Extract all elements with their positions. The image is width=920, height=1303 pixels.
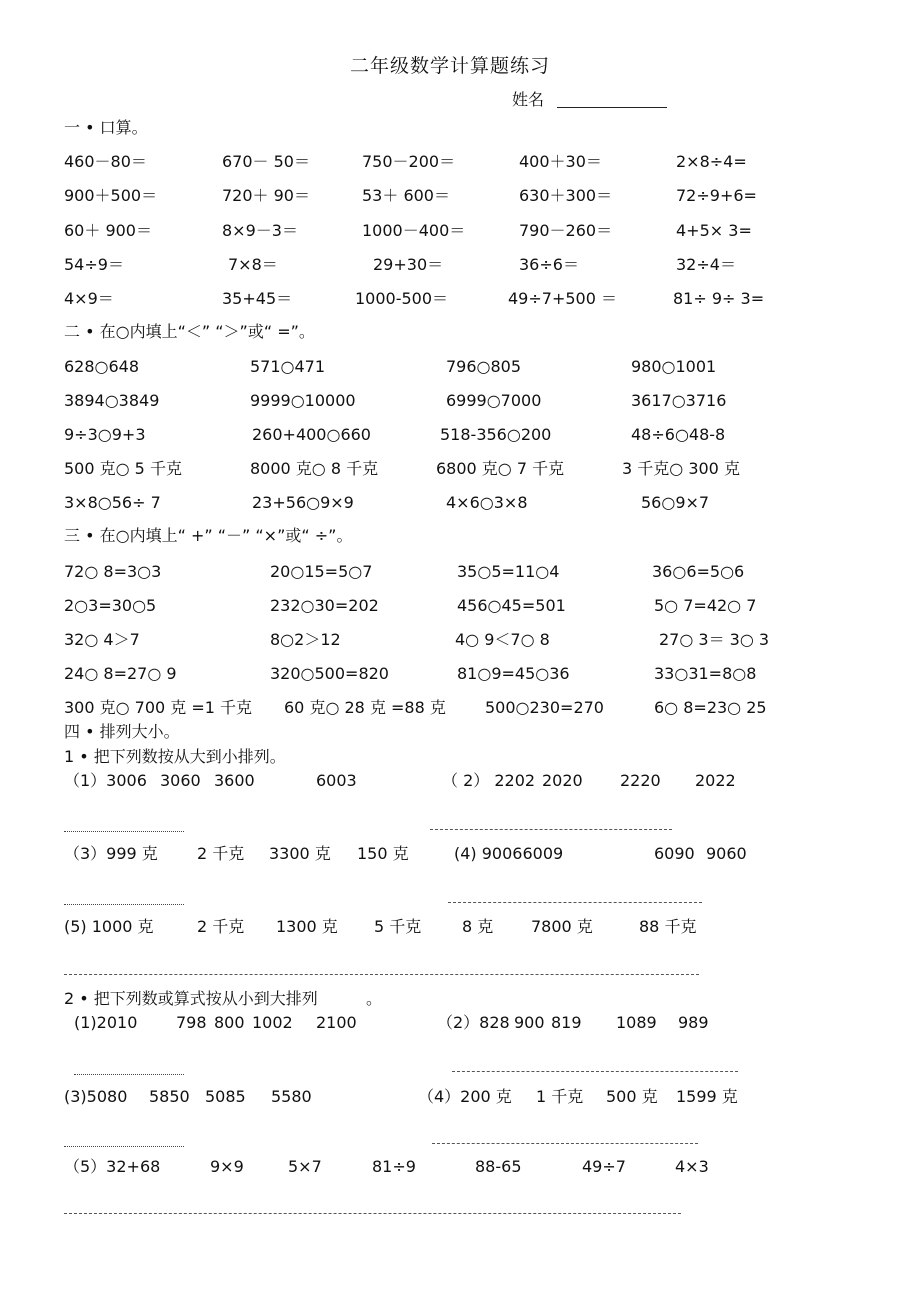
compare-item: 48÷6○48-8: [631, 425, 726, 444]
q1-p2-item: 2022: [695, 771, 736, 790]
q1-p1-item: 3600: [214, 771, 255, 790]
compare-item: 571○471: [250, 357, 326, 376]
oral-item: 29+30＝: [373, 255, 444, 274]
q2-p4-item: 1 千克: [536, 1087, 584, 1106]
oral-item: 49÷7+500 ＝: [508, 289, 617, 308]
q2-p5-item: （5）32+68: [64, 1157, 161, 1176]
compare-item: 56○9×7: [641, 493, 710, 512]
compare-item: 3894○3849: [64, 391, 160, 410]
compare-item: 6999○7000: [446, 391, 542, 410]
q2-p5-item: 81÷9: [372, 1157, 416, 1176]
q2-p5-item: 4×3: [675, 1157, 709, 1176]
q1-p1-item: 3060: [160, 771, 201, 790]
oral-item: 1000-500＝: [355, 289, 449, 308]
operator-item: 36○6=5○6: [652, 562, 745, 581]
q1-p3-item: 3300 克: [269, 844, 331, 863]
q2-instruction-end: 。: [366, 989, 383, 1008]
q1-instruction: 1 • 把下列数按从大到小排列。: [64, 747, 286, 766]
operator-item: 320○500=820: [270, 664, 389, 683]
q2-p5-item: 49÷7: [582, 1157, 626, 1176]
compare-item: 500 克○ 5 千克: [64, 459, 182, 478]
q2-p3-item: 5085: [205, 1087, 246, 1106]
page-title: 二年级数学计算题练习: [350, 55, 551, 77]
operator-item: 6○ 8=23○ 25: [654, 698, 767, 717]
compare-item: 9÷3○9+3: [64, 425, 146, 444]
oral-item: 4+5× 3=: [676, 221, 752, 240]
q2-p5-item: 5×7: [288, 1157, 322, 1176]
q2-p3-item: (3)5080: [64, 1087, 128, 1106]
q1-p5-item: 2 千克: [197, 917, 245, 936]
q1-p3-item: 150 克: [357, 844, 409, 863]
answer-line: [64, 1146, 184, 1147]
q2-p4-item: 1599 克: [676, 1087, 738, 1106]
q2-instruction: 2 • 把下列数或算式按从小到大排列: [64, 989, 318, 1008]
operator-item: 8○2＞12: [270, 630, 341, 649]
q2-p1-item: 800: [214, 1013, 245, 1032]
oral-item: 8×9－3＝: [222, 221, 298, 240]
q1-p2-item: （ 2） 2202: [442, 771, 536, 790]
compare-item: 23+56○9×9: [252, 493, 354, 512]
answer-line: [452, 1071, 738, 1072]
operator-item: 2○3=30○5: [64, 596, 157, 615]
oral-item: 720＋ 90＝: [222, 186, 310, 205]
q2-p4-item: （4）200 克: [418, 1087, 512, 1106]
q1-p5-item: 5 千克: [374, 917, 422, 936]
compare-item: 628○648: [64, 357, 140, 376]
q2-p3-item: 5580: [271, 1087, 312, 1106]
answer-line: [64, 974, 699, 975]
q2-p2-item: 989: [678, 1013, 709, 1032]
oral-item: 4×9＝: [64, 289, 114, 308]
section-1-heading: 一 • 口算。: [64, 118, 148, 137]
oral-item: 72÷9+6=: [676, 186, 757, 205]
q2-p2-item: 819: [551, 1013, 582, 1032]
operator-item: 300 克○ 700 克 =1 千克: [64, 698, 253, 717]
q1-p2-item: 2020: [542, 771, 583, 790]
oral-item: 7×8＝: [228, 255, 278, 274]
q2-p2-item: 900: [514, 1013, 545, 1032]
oral-item: 400＋30＝: [519, 152, 602, 171]
q1-p3-item: （3）999 克: [64, 844, 158, 863]
q1-p2-item: 2220: [620, 771, 661, 790]
operator-item: 24○ 8=27○ 9: [64, 664, 177, 683]
oral-item: 630＋300＝: [519, 186, 613, 205]
compare-item: 8000 克○ 8 千克: [250, 459, 379, 478]
operator-item: 4○ 9＜7○ 8: [455, 630, 550, 649]
q1-p4-item: 9060: [706, 844, 747, 863]
oral-item: 53＋ 600＝: [362, 186, 450, 205]
compare-item: 796○805: [446, 357, 522, 376]
compare-item: 6800 克○ 7 千克: [436, 459, 565, 478]
section-2-heading: 二 • 在○内填上“＜” “＞”或“ =”。: [64, 322, 315, 341]
compare-item: 980○1001: [631, 357, 717, 376]
q1-p1-item: （1）3006: [64, 771, 147, 790]
oral-item: 750－200＝: [362, 152, 456, 171]
q2-p2-item: （2）828: [437, 1013, 510, 1032]
q1-p5-item: 1300 克: [276, 917, 338, 936]
answer-line: [448, 902, 702, 903]
compare-item: 9999○10000: [250, 391, 356, 410]
q1-p5-item: 7800 克: [531, 917, 593, 936]
operator-item: 232○30=202: [270, 596, 379, 615]
section-3-heading: 三 • 在○内填上“ +” “－” “×”或“ ÷”。: [64, 526, 353, 545]
operator-item: 81○9=45○36: [457, 664, 570, 683]
q2-p1-item: 2100: [316, 1013, 357, 1032]
operator-item: 33○31=8○8: [654, 664, 757, 683]
answer-line: [64, 904, 184, 905]
operator-item: 5○ 7=42○ 7: [654, 596, 757, 615]
oral-item: 900＋500＝: [64, 186, 158, 205]
oral-item: 36÷6＝: [519, 255, 579, 274]
operator-item: 72○ 8=3○3: [64, 562, 162, 581]
oral-item: 54÷9＝: [64, 255, 124, 274]
answer-line: [64, 831, 184, 832]
q2-p5-item: 88-65: [475, 1157, 522, 1176]
name-label: 姓名: [512, 90, 545, 109]
oral-item: 1000－400＝: [362, 221, 466, 240]
q2-p5-item: 9×9: [210, 1157, 244, 1176]
q1-p5-item: 8 克: [462, 917, 494, 936]
q2-p4-item: 500 克: [606, 1087, 658, 1106]
oral-item: 35+45＝: [222, 289, 293, 308]
operator-item: 20○15=5○7: [270, 562, 373, 581]
q1-p4-item: 6090: [654, 844, 695, 863]
oral-item: 60＋ 900＝: [64, 221, 152, 240]
operator-item: 500○230=270: [485, 698, 604, 717]
oral-item: 81÷ 9÷ 3=: [673, 289, 765, 308]
oral-item: 460－80＝: [64, 152, 147, 171]
operator-item: 35○5=11○4: [457, 562, 560, 581]
answer-line: [64, 1213, 681, 1214]
compare-item: 3×8○56÷ 7: [64, 493, 161, 512]
q1-p5-item: 88 千克: [639, 917, 697, 936]
oral-item: 670－ 50＝: [222, 152, 310, 171]
compare-item: 260+400○660: [252, 425, 371, 444]
operator-item: 60 克○ 28 克 =88 克: [284, 698, 446, 717]
compare-item: 4×6○3×8: [446, 493, 528, 512]
compare-item: 3 千克○ 300 克: [622, 459, 740, 478]
q2-p1-item: (1)2010: [74, 1013, 138, 1032]
q2-p1-item: 1002: [252, 1013, 293, 1032]
answer-line: [74, 1074, 184, 1075]
compare-item: 518-356○200: [440, 425, 552, 444]
q1-p3-item: 2 千克: [197, 844, 245, 863]
operator-item: 456○45=501: [457, 596, 566, 615]
q1-p1-item: 6003: [316, 771, 357, 790]
q1-p5-item: (5) 1000 克: [64, 917, 154, 936]
section-4-heading: 四 • 排列大小。: [64, 722, 180, 741]
q2-p1-item: 798: [176, 1013, 207, 1032]
q2-p3-item: 5850: [149, 1087, 190, 1106]
answer-line: [430, 829, 672, 830]
compare-item: 3617○3716: [631, 391, 727, 410]
operator-item: 27○ 3＝ 3○ 3: [659, 630, 770, 649]
q2-p2-item: 1089: [616, 1013, 657, 1032]
oral-item: 32÷4＝: [676, 255, 736, 274]
oral-item: 2×8÷4=: [676, 152, 747, 171]
name-blank-line: [557, 107, 667, 108]
q1-p4-item: (4) 90066009: [454, 844, 564, 863]
answer-line: [432, 1143, 698, 1144]
operator-item: 32○ 4＞7: [64, 630, 140, 649]
oral-item: 790－260＝: [519, 221, 613, 240]
